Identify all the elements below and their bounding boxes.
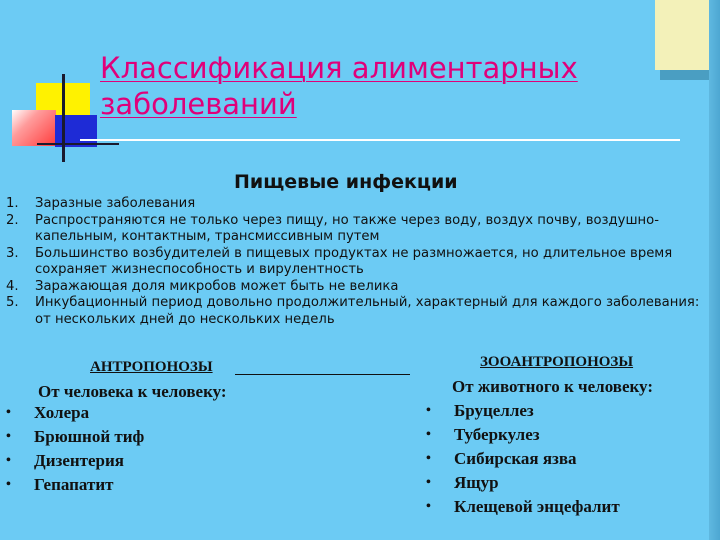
disease-name: Клещевой энцефалит [454, 497, 620, 516]
disease-name: Сибирская язва [454, 449, 577, 468]
list-item-number: 3. [6, 245, 19, 261]
list-item [4, 473, 264, 497]
decor-vertical-line [62, 74, 65, 162]
list-item [6, 213, 706, 246]
list-item-text: Распространяются не только через пищу, но также через воду, воздух почву, воздушно-капельным, контактным, трансмиссивным путем [35, 212, 659, 244]
disease-name: Бруцеллез [454, 401, 534, 420]
list-item-text: Заражающая доля микробов может быть не велика [35, 278, 399, 294]
list-item [424, 495, 704, 519]
list-item-text: Инкубационный период довольно продолжительный, характерный для каждого заболевания: от нескольких дней до нескольких недель [35, 295, 700, 327]
disease-name: Холера [34, 403, 90, 422]
list-item [6, 295, 706, 328]
disease-name: Брюшной тиф [34, 427, 145, 446]
disease-name: Гепапатит [34, 475, 114, 494]
section-subtitle: Пищевые инфекции [234, 171, 458, 193]
list-item [424, 423, 704, 447]
bullet-icon: • [426, 475, 431, 490]
bullet-icon: • [6, 477, 11, 492]
list-item-text: Заразные заболевания [35, 196, 196, 211]
bullet-icon: • [6, 429, 11, 444]
list-item-number: 2. [6, 212, 19, 228]
bullet-icon: • [426, 403, 431, 418]
list-item [424, 471, 704, 495]
list-item-text: Большинство возбудителей в пищевых продуктах не размножается, но длительное время сохраняет жизнеспособность и вирулентность [35, 245, 673, 277]
decor-horizontal-line [37, 143, 119, 145]
list-item [4, 425, 264, 449]
left-disease-list [4, 401, 264, 497]
bullet-icon: • [426, 451, 431, 466]
left-column-subheader: От человека к человеку: [38, 382, 227, 401]
properties-list [6, 196, 706, 328]
disease-name: Дизентерия [34, 451, 125, 470]
right-column-header: ЗООАНТРОПОНОЗЫ [480, 354, 634, 370]
slide-title-line1: Классификация алиментарных [100, 51, 578, 85]
list-item-number: 1. [6, 196, 19, 211]
slide-title [100, 50, 640, 122]
bullet-icon: • [426, 499, 431, 514]
list-item [4, 401, 264, 425]
disease-name: Ящур [454, 473, 499, 492]
list-item-number: 4. [6, 278, 19, 294]
list-item [424, 399, 704, 423]
bullet-icon: • [6, 405, 11, 420]
right-column-subheader: От животного к человеку: [452, 377, 653, 396]
header-underline-extension [235, 374, 410, 375]
list-item-number: 5. [6, 295, 19, 310]
list-item [6, 279, 706, 296]
disease-name: Туберкулез [454, 425, 540, 444]
left-column-header: АНТРОПОНОЗЫ [90, 359, 213, 375]
list-item [6, 196, 706, 213]
bullet-icon: • [6, 453, 11, 468]
list-item [6, 246, 706, 279]
title-divider [80, 139, 680, 141]
bullet-icon: • [426, 427, 431, 442]
slide-title-line2: заболеваний [100, 87, 297, 121]
list-item [424, 447, 704, 471]
decor-red-square [12, 110, 56, 146]
list-item [4, 449, 264, 473]
right-disease-list [424, 399, 704, 519]
right-edge-shadow [709, 0, 720, 540]
corner-decoration [655, 0, 711, 70]
